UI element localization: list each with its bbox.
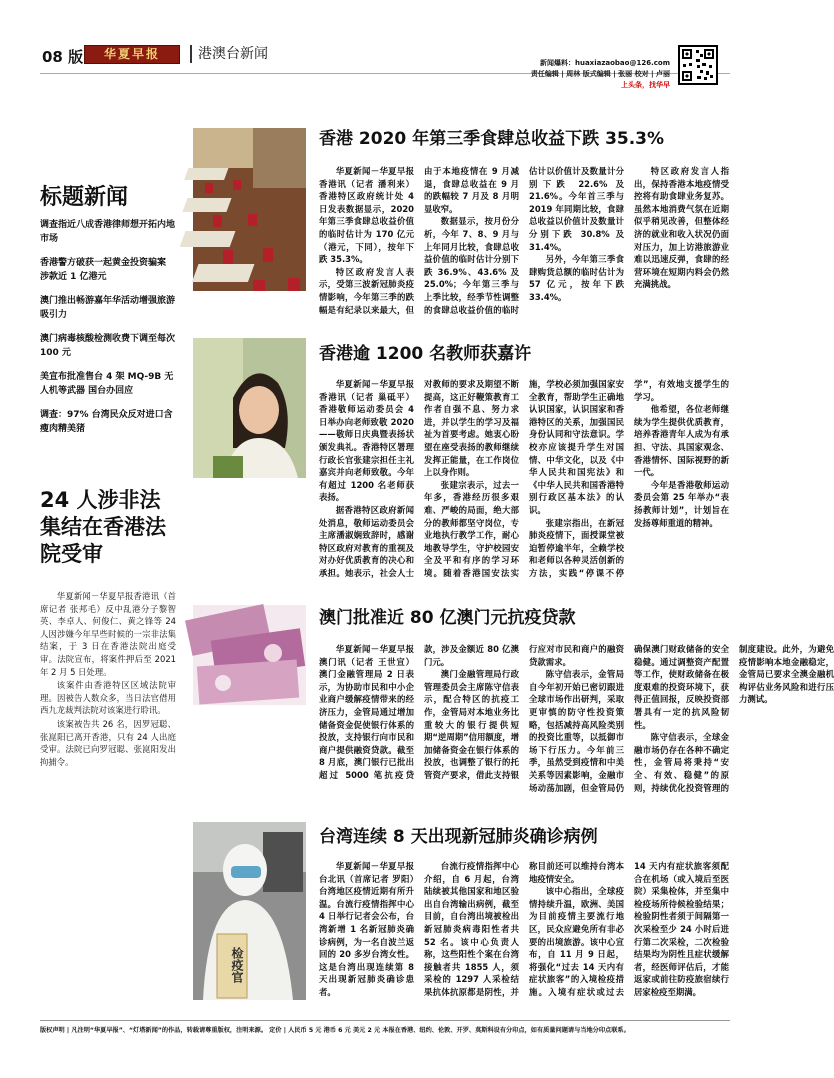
paragraph: 澳门金融管理局行政管理委员会主席陈守信表示，配合特区的抗疫工作，金管局对本地业务比重较大的银行提供短期“逆周期”信用额度，增加储备资金在银行体系的投放，也调整了银行的托管资产要求，借此支持银行应对市民和商户的融资贷款需求。 xyxy=(424,644,624,780)
paragraph: 华夏新闻－华夏早报台北讯（首席记者 罗阳）台湾地区疫情近期有所升温。台流行疫情指挥中心 4 日举行记者会公布，台湾新增 1 名新冠肺炎确诊病例，为一名自波兰返回的 20 多岁台湾女性。这是台湾出现连续第 8 天出现新冠肺炎确诊患者。 xyxy=(319,861,414,997)
paragraph: 华夏新闻－华夏早报澳门讯（记者 王世宣）澳门金融管理局 2 日表示，为协助市民和中小企业商户缓解疫情带来的经济压力，金管局通过增加储备资金促使银行体系的投放，支持银行向市民和商户提供融资贷款。截至 8 月底，澳门银行已批出超过 5000 笔抗疫贷款，涉及金额近 80 亿澳门元。 xyxy=(319,644,519,780)
paragraph: 特区政府发言人表示，受第三波新冠肺炎疫情影响，今年第三季的跌幅是有纪录以来最大，但由于本地疫情在 9 月减退，食肆总收益在 9 月的跌幅较 7 月及 8 月明显收窄。 xyxy=(319,166,519,315)
index-item[interactable]: 调查：97% 台湾民众反对进口含瘦肉精美猪 xyxy=(40,410,173,434)
paragraph: 台流行疫情指挥中心介绍，自 6 月起，台湾陆续被其他国家和地区验出自台湾输出病例，截至目前，自台湾出境被检出新冠肺炎病毒阳性者共 52 名。该中心负责人称，这些阳性个案在台湾接触者共 1855 人，须采检的 1297 人采检结果抗体抗原都是阴性，并称目前还可以维持台湾本地疫情安全。 xyxy=(424,861,624,997)
index-item[interactable]: 调查指近八成香港律师想开拓内地市场 xyxy=(40,220,176,244)
quarantine-sign: 检疫官 xyxy=(230,947,244,983)
section-name: 港澳台新闻 xyxy=(190,45,268,63)
paragraph: 华夏新闻－华夏早报香港讯（首席记者 张邦毛）反中乱港分子黎智英、李卓人、何俊仁、黄之锋等 24 人因涉嫌今年早些时候的一宗非法集结案，于 3 日在香港法院出庭受审。法院宣布，将案件押后至 2021 年 2 月 5 日处理。 xyxy=(40,591,176,677)
page-number: 08 版 xyxy=(42,48,84,66)
article-body xyxy=(319,643,834,798)
article-body xyxy=(319,165,729,320)
tagline: 上头条，找华早 xyxy=(621,81,670,89)
index-item[interactable]: 香港警方破获一起黄金投资骗案 涉款近 1 亿港元 xyxy=(40,258,167,282)
paragraph: 陈守信表示，全球金融市场仍存在各种不确定性，金管局将秉持“安全、有效、稳健”的原则，持续优化投资管理的制度建设。此外，为避免疫情影响本地金融稳定，金管局已要求全澳金融机构评估业务风险和进行压力测试。 xyxy=(634,644,834,793)
paragraph: 据香港特区政府新闻处消息，敬师运动委员会主席潘淑娴致辞时，感谢特区政府对教育的重视及对办好优质教育的决心和承担。她表示，社会人士对教师的要求及期望不断提高，这正好鞭策教育工作者自强不息、努力求进，并以学生的学习及福祉为首要考虑。她衷心盼望在座受表扬的教师继续发挥正能量，在工作岗位上以身作则。 xyxy=(319,379,519,578)
paragraph: 张建宗表示，过去一年多，香港经历很多艰难、严峻的局面，绝大部分的教师都坚守岗位，专业地执行教学工作，耐心地教导学生，守护校园安全及平和有序的学习环境。随着香港国安法实施，学校必须加强国家安全教育，帮助学生正确地认识国家，认识国家和香港特区的关系，加强国民身份认同和守法意识。学校亦应该提升学生对国情、中华文化，以及《中华人民共和国宪法》和《中华人民共和国香港特别行政区基本法》的认识。 xyxy=(424,379,624,578)
article-title: 香港 2020 年第三季食肆总收益下跌 35.3% xyxy=(319,129,665,149)
article-title: 香港逾 1200 名教师获嘉许 xyxy=(319,344,532,364)
paragraph: 华夏新闻－华夏早报香港讯（记者 巢砥平）香港敬师运动委员会 4 日举办向老师致敬 2020——敬师日庆典暨表扬状颁发典礼。香港特区署理行政长官张建宗担任主礼嘉宾并向老师致敬。今年有超过 1200 名老师获表扬。 xyxy=(319,379,414,503)
contact-email: 新闻爆料：huaxiazaobao@126.com xyxy=(539,59,670,67)
paragraph: 陈守信表示，金管局自今年初开始已密切跟进全球市场作出研判，采取更审慎的防守性投资策略，包括减持高风险类别的投资比重等，以抵御市场下行压力。今年前三季，虽然受到疫情和中美关系等因素影响，金融市场动荡加剧，但金管局仍确保澳门财政储备的安全稳健。通过调整资产配置等工作，使财政储备在极度艰难的投资环境下，获得正值回报，反映投资部署具有一定的抗风险韧性。 xyxy=(529,644,729,793)
paragraph: 今年是香港敬师运动委员会第 25 年举办“表扬教师计划”，计划旨在发扬尊师重道的精神。 xyxy=(634,479,729,528)
headline-news-title: 标题新闻 xyxy=(40,185,129,210)
teacher-photo xyxy=(193,338,306,478)
editor-credits: 责任编辑 | 周林 版式编辑 | 张丽 校对 | 卢丽 xyxy=(530,70,670,78)
paragraph: 该案件由香港特区区域法院审理。因被告人数众多，当日法官借用西九龙裁判法院对该案进行聆讯。 xyxy=(40,680,176,716)
newspaper-logo: 华夏早报 xyxy=(84,45,180,64)
sidebar-story-body xyxy=(40,590,176,769)
article-title: 澳门批准近 80 亿澳门元抗疫贷款 xyxy=(319,608,576,628)
index-item[interactable]: 美宣布批准售台 4 架 MQ-9B 无人机等武器 国台办回应 xyxy=(40,372,174,396)
headline-index xyxy=(40,218,176,446)
paragraph: 数据显示，按月份分析，今年 7、8、9 月与上年同月比较，食肆总收益价值的临时估计分别下跌 36.9%、43.6% 及 25.0%；今年第三季与上季比较，经季节性调整的食肆总收益价值的临时估计以价值计及数量计分别下跌 22.6% 及 21.6%。今年首三季与 2019 年同期比较，食肆总收益以价值计及数量计分别下跌 30.8% 及 31.4%。 xyxy=(424,166,624,315)
article-body xyxy=(319,378,729,583)
paragraph: 另外，今年第三季食肆购货总额的临时估计为 57 亿元，按年下跌 33.4%。 xyxy=(529,254,624,302)
editorial-info xyxy=(531,58,670,91)
restaurant-photo xyxy=(193,128,306,291)
index-item[interactable]: 澳门病毒核酸检测收费下调至每次 100 元 xyxy=(40,334,176,358)
paragraph: 特区政府发言人指出，保持香港本地疫情受控将有助食肆业务复苏。虽然本地消费气氛在近期似乎稍见改善，但整体经济的就业和收入状况仍面对压力，加上访港旅游业难以迅速反弹，食肆的经营环境在短期内料会仍然充满挑战。 xyxy=(634,166,729,290)
paragraph: 该案被告共 26 名，因罗冠聪、张崑阳已离开香港，只有 24 人出庭受审。法院已向罗冠聪、张崑阳发出拘捕令。 xyxy=(40,718,176,767)
paragraph: 华夏新闻－华夏早报香港讯（记者 潘利来）香港特区政府统计处 4 日发表数据显示，2020 年第三季食肆总收益价值的临时估计为 170 亿元（港元，下同），按年下跌 35.3%。 xyxy=(319,166,414,265)
paragraph: 该中心指出，全球疫情持续升温，欧洲、美国为目前疫情主要流行地区，民众应避免所有非必要的出境旅游。该中心宣布，自 11 月 9 日起，将强化“过去 14 天内有症状旅客”的入境检疫措施。入境有症状或过去 14 天内有症状旅客须配合在机场（或入境后至医院）采集检体，并至集中检疫场所待候检验结果；检验阴性者须于间隔第一次采检至少 24 小时后进行第二次采检，二次检验结果均为阴性且症状缓解者，经医师评估后，才能返家或前往防疫旅宿续行居家检疫至期满。 xyxy=(529,861,729,997)
article-title: 台湾连续 8 天出现新冠肺炎确诊病例 xyxy=(319,827,598,847)
sidebar-story-title: 24 人涉非法集结在香港法院受审 xyxy=(40,488,166,566)
quarantine-officer-photo xyxy=(193,822,306,1000)
article-body xyxy=(319,860,729,1010)
paragraph: 他希望，各位老师继续为学生提供优质教育，培养香港青年人成为有承担、守法、具国家观念、香港情怀、国际视野的新一代。 xyxy=(634,404,729,478)
index-item[interactable]: 澳门推出畅游嘉年华活动增强旅游吸引力 xyxy=(40,296,176,320)
qr-code-icon xyxy=(678,45,718,85)
masthead xyxy=(40,40,730,102)
copyright-footer: 版权声明 | 凡注明“华夏早报”、“灯塔新闻”的作品，转载请尊重版权，注明来源。 定价 | 人民币 5 元 港币 6 元 美元 2 元 本报在香港、纽约、伦敦、开罗、莫斯科设有分印点，如有质量问题请与当地分印点联系。 xyxy=(40,1020,730,1034)
paragraph: 张建宗指出，在新冠肺炎疫情下，面授课堂被迫暂停逾半年，全赖学校和老师以各种灵活创新的方法，实践“停课不停学”，有效地支援学生的学习。 xyxy=(529,379,729,578)
banknotes-photo xyxy=(193,605,306,705)
